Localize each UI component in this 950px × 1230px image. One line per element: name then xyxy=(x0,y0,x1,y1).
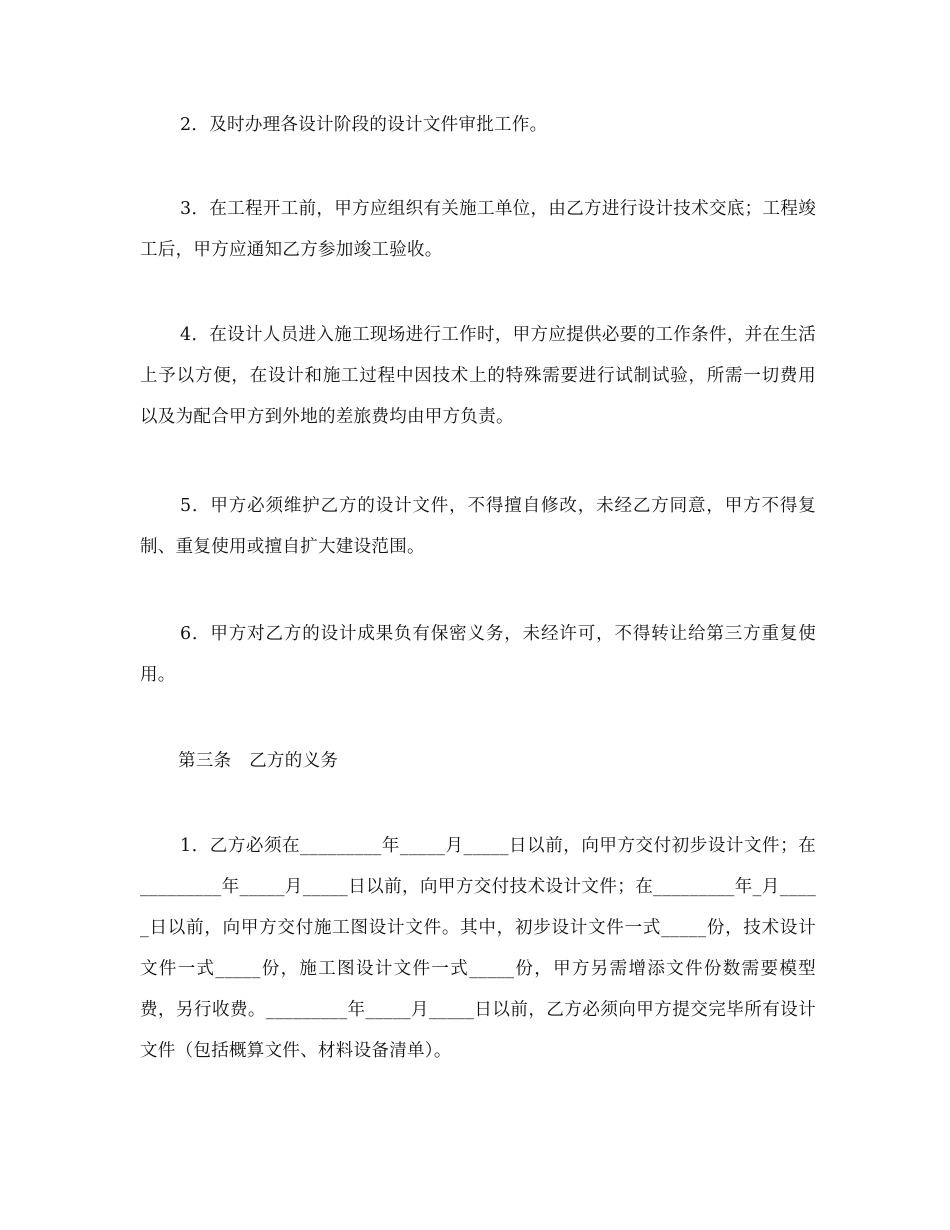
clause-1-paragraph: 1．乙方必须在_________年_____月_____日以前，向甲方交付初步设计文件；在_________年_____月_____日以前，向甲方交付技术设计文件；在_________年_月_____日以前，向甲方交付施工图设计文件。其中，初步设计文件一式_____份，技术设计文件一式_____份，施工图设计文件一式_____份，甲方另需增添文件份数需要模型费，另行收费。_________年_____月_____日以前，乙方必须向甲方提交完毕所有设计文件（包括概算文件、材料设备清单）。 xyxy=(140,836,816,1061)
paragraph-2: 2．及时办理各设计阶段的设计文件审批工作。 xyxy=(180,115,548,135)
paragraph-5: 5．甲方必须维护乙方的设计文件，不得擅自修改，未经乙方同意，甲方不得复制、重复使用或擅自扩大建设范围。 xyxy=(140,496,816,557)
paragraph-6: 6．甲方对乙方的设计成果负有保密义务，未经许可，不得转让给第三方重复使用。 xyxy=(140,624,816,685)
paragraph-3: 3．在工程开工前，甲方应组织有关施工单位，由乙方进行设计技术交底；工程竣工后，甲方应通知乙方参加竣工验收。 xyxy=(140,199,816,260)
section-heading: 第三条 乙方的义务 xyxy=(178,751,339,771)
paragraph-4: 4．在设计人员进入施工现场进行工作时，甲方应提供必要的工作条件，并在生活上予以方便，在设计和施工过程中因技术上的特殊需要进行试制试验，所需一切费用以及为配合甲方到外地的差旅费均由甲方负责。 xyxy=(140,325,816,427)
